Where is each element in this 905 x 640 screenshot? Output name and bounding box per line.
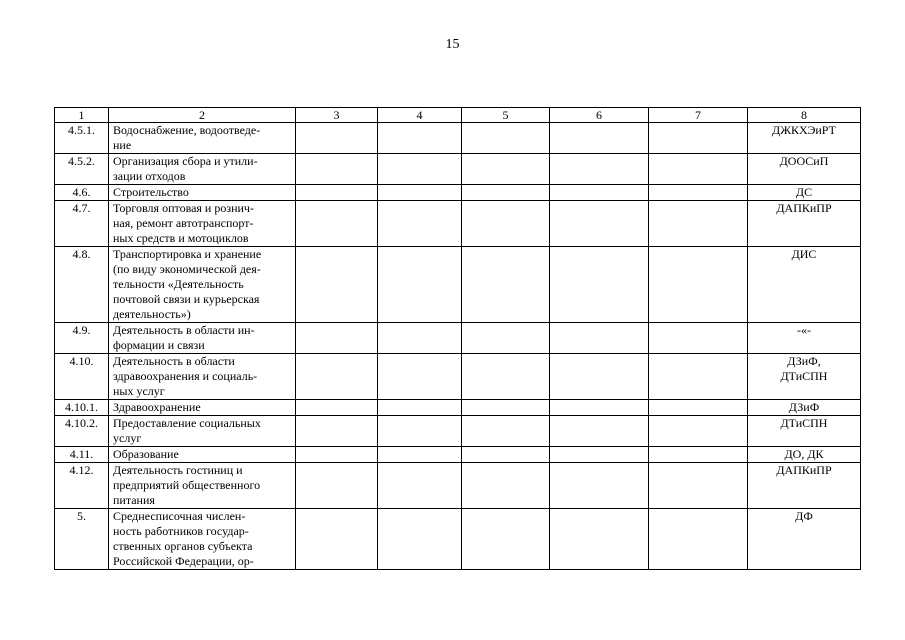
row-number: 4.8. — [55, 247, 109, 323]
empty-cell — [550, 247, 649, 323]
empty-cell — [649, 463, 748, 509]
indicator-name: Строительство — [109, 185, 296, 201]
col-header: 5 — [462, 108, 550, 123]
empty-cell — [296, 185, 378, 201]
row-number: 4.5.1. — [55, 123, 109, 154]
empty-cell — [296, 400, 378, 416]
responsible-department: ДЗиФ — [748, 400, 861, 416]
empty-cell — [296, 354, 378, 400]
empty-cell — [649, 323, 748, 354]
empty-cell — [378, 400, 462, 416]
empty-cell — [550, 123, 649, 154]
indicator-name: Водоснабжение, водоотведе- ние — [109, 123, 296, 154]
empty-cell — [649, 400, 748, 416]
table-row — [55, 123, 861, 154]
indicators-table — [54, 107, 861, 570]
indicator-name: Здравоохранение — [109, 400, 296, 416]
empty-cell — [296, 154, 378, 185]
empty-cell — [550, 447, 649, 463]
empty-cell — [649, 185, 748, 201]
table-row — [55, 416, 861, 447]
empty-cell — [378, 509, 462, 570]
responsible-department: ДЗиФ, ДТиСПН — [748, 354, 861, 400]
col-header: 7 — [649, 108, 748, 123]
row-number: 4.9. — [55, 323, 109, 354]
empty-cell — [550, 323, 649, 354]
responsible-department: ДС — [748, 185, 861, 201]
row-number: 4.10. — [55, 354, 109, 400]
empty-cell — [296, 509, 378, 570]
empty-cell — [550, 185, 649, 201]
responsible-department: ДАПКиПР — [748, 463, 861, 509]
col-header: 3 — [296, 108, 378, 123]
indicator-name: Деятельность гостиниц и предприятий общественного питания — [109, 463, 296, 509]
table-row — [55, 185, 861, 201]
empty-cell — [462, 447, 550, 463]
empty-cell — [378, 201, 462, 247]
empty-cell — [550, 416, 649, 447]
empty-cell — [462, 323, 550, 354]
col-header: 2 — [109, 108, 296, 123]
table-row — [55, 400, 861, 416]
empty-cell — [378, 323, 462, 354]
empty-cell — [649, 247, 748, 323]
empty-cell — [649, 447, 748, 463]
responsible-department: ДО, ДК — [748, 447, 861, 463]
empty-cell — [649, 154, 748, 185]
empty-cell — [296, 323, 378, 354]
col-header: 8 — [748, 108, 861, 123]
page-number: 15 — [445, 37, 460, 52]
indicator-name: Деятельность в области здравоохранения и социаль- ных услуг — [109, 354, 296, 400]
responsible-department: ДООСиП — [748, 154, 861, 185]
table-row — [55, 447, 861, 463]
empty-cell — [550, 509, 649, 570]
responsible-department: ДЖКХЭиРТ — [748, 123, 861, 154]
empty-cell — [649, 416, 748, 447]
responsible-department: ДАПКиПР — [748, 201, 861, 247]
indicator-name: Транспортировка и хранение (по виду экономической дея- тельности «Деятельность почтовой связи и курьерская деятельность») — [109, 247, 296, 323]
empty-cell — [378, 154, 462, 185]
indicator-name: Деятельность в области ин- формации и связи — [109, 323, 296, 354]
empty-cell — [649, 123, 748, 154]
empty-cell — [378, 123, 462, 154]
row-number: 4.10.1. — [55, 400, 109, 416]
header-row — [55, 108, 861, 123]
indicator-name: Среднесписочная числен- ность работников государ- ственных органов субъекта Российской Федерации, ор- — [109, 509, 296, 570]
empty-cell — [462, 509, 550, 570]
table-row — [55, 201, 861, 247]
responsible-department: ДТиСПН — [748, 416, 861, 447]
empty-cell — [296, 123, 378, 154]
empty-cell — [649, 354, 748, 400]
empty-cell — [378, 463, 462, 509]
empty-cell — [296, 247, 378, 323]
indicator-name: Образование — [109, 447, 296, 463]
empty-cell — [462, 185, 550, 201]
empty-cell — [378, 185, 462, 201]
empty-cell — [296, 201, 378, 247]
empty-cell — [462, 400, 550, 416]
empty-cell — [462, 247, 550, 323]
responsible-department: ДФ — [748, 509, 861, 570]
empty-cell — [550, 201, 649, 247]
row-number: 4.6. — [55, 185, 109, 201]
empty-cell — [378, 447, 462, 463]
row-number: 5. — [55, 509, 109, 570]
table-row — [55, 247, 861, 323]
empty-cell — [296, 447, 378, 463]
col-header: 1 — [55, 108, 109, 123]
row-number: 4.10.2. — [55, 416, 109, 447]
row-number: 4.5.2. — [55, 154, 109, 185]
empty-cell — [378, 354, 462, 400]
empty-cell — [550, 463, 649, 509]
table-row — [55, 463, 861, 509]
empty-cell — [296, 463, 378, 509]
empty-cell — [649, 201, 748, 247]
empty-cell — [550, 154, 649, 185]
table-row — [55, 509, 861, 570]
empty-cell — [296, 416, 378, 447]
row-number: 4.12. — [55, 463, 109, 509]
empty-cell — [550, 400, 649, 416]
row-number: 4.11. — [55, 447, 109, 463]
empty-cell — [550, 354, 649, 400]
empty-cell — [378, 247, 462, 323]
responsible-department: -«- — [748, 323, 861, 354]
empty-cell — [649, 509, 748, 570]
indicator-name: Организация сбора и утили- зации отходов — [109, 154, 296, 185]
empty-cell — [462, 123, 550, 154]
empty-cell — [462, 416, 550, 447]
table-row — [55, 323, 861, 354]
indicator-name: Предоставление социальных услуг — [109, 416, 296, 447]
empty-cell — [462, 354, 550, 400]
indicator-name: Торговля оптовая и рознич- ная, ремонт автотранспорт- ных средств и мотоциклов — [109, 201, 296, 247]
table-body — [55, 123, 861, 570]
col-header: 6 — [550, 108, 649, 123]
empty-cell — [462, 201, 550, 247]
table-row — [55, 154, 861, 185]
col-header: 4 — [378, 108, 462, 123]
row-number: 4.7. — [55, 201, 109, 247]
responsible-department: ДИС — [748, 247, 861, 323]
empty-cell — [462, 463, 550, 509]
table-row — [55, 354, 861, 400]
empty-cell — [462, 154, 550, 185]
empty-cell — [378, 416, 462, 447]
